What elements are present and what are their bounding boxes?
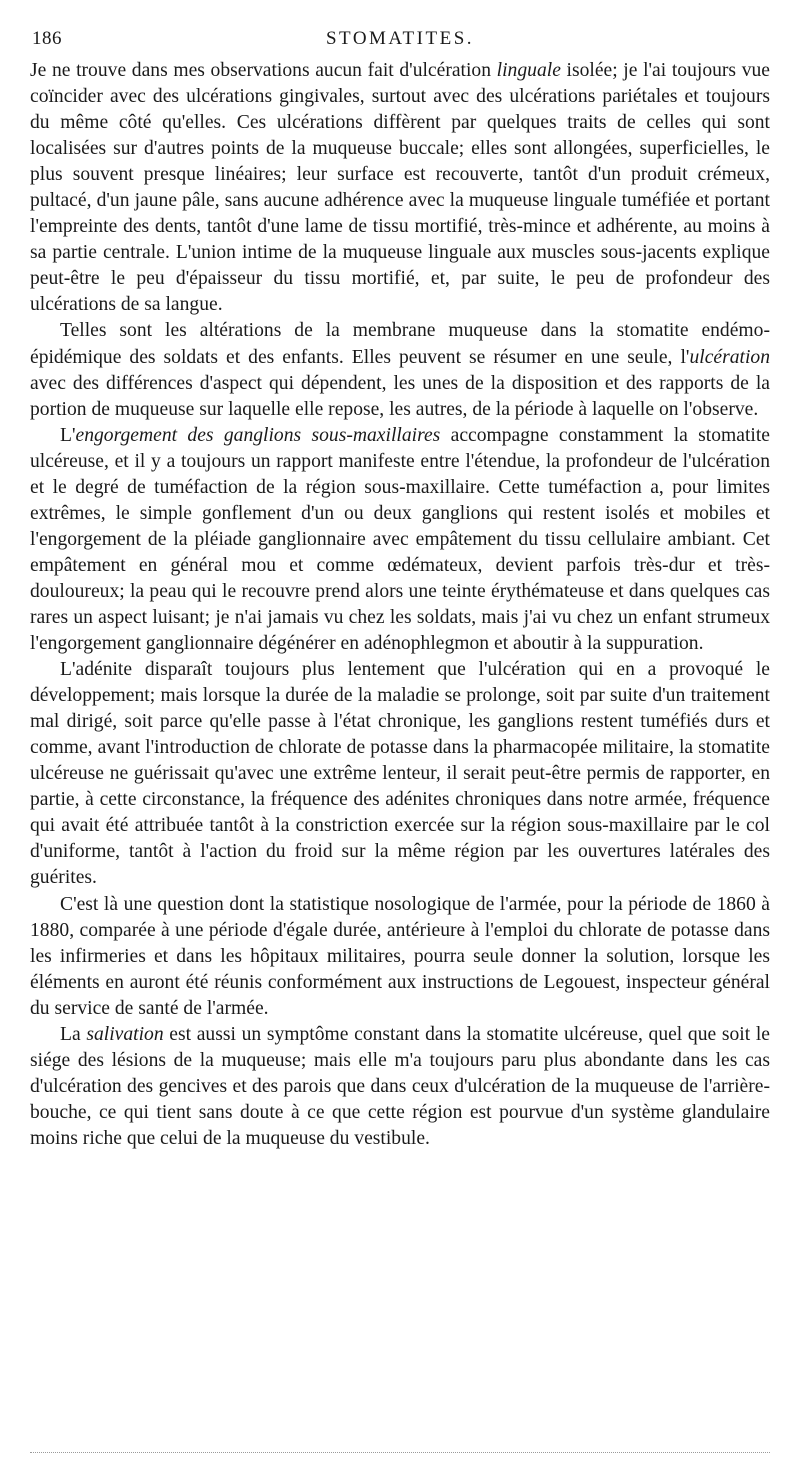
text-segment: est aussi un symptôme constant dans la stomatite ulcéreuse, quel que soit le siége des lésions de la muqueuse; mais elle m'a toujours paru plus abondante dans les cas d'ulcération des gencives et des parois que dans ceux d'ulcération de la muqueuse de l'arrière-bouche, ce qui tient sans doute à ce que cette région est pourvue d'un système glandulaire moins riche que celui de la muqueuse du vestibule. bbox=[30, 1023, 770, 1149]
text-segment: L'adénite disparaît toujours plus lentement que l'ulcération qui en a provoqué le développement; mais lorsque la durée de la maladie se prolonge, soit par suite d'un traitement mal dirigé, soit parce qu'elle passe à l'état chronique, les ganglions restent tuméfiés durs et comme, avant l'introduction de chlorate de potasse dans la pharmacopée militaire, la stomatite ulcéreuse ne guérissait qu'avec une extrême lenteur, il serait peut-être permis de rapporter, en partie, à cette circonstance, la fréquence des adénites chroniques dans notre armée, fréquence qui avait été attribuée tantôt à la constriction exercée sur la région sous-maxillaire par le col d'uniforme, tantôt à l'action du froid sur la même région par les ouvertures latérales des guérites. bbox=[30, 659, 770, 889]
paragraph-adenitis bbox=[30, 657, 770, 891]
italic-term: ulcération bbox=[689, 346, 770, 368]
paragraph-mucosa-alterations bbox=[30, 318, 770, 422]
italic-term: linguale bbox=[496, 60, 561, 81]
paragraph-salivation bbox=[30, 1022, 770, 1152]
paragraph-lingual-ulceration bbox=[30, 58, 770, 318]
text-segment: La bbox=[60, 1023, 87, 1045]
text-segment: Je ne trouve dans mes observations aucun fait d'ulcération bbox=[30, 60, 497, 81]
footer-rule bbox=[30, 1452, 770, 1453]
paragraph-statistics bbox=[30, 892, 770, 1022]
text-segment: avec des différences d'aspect qui dépendent, les unes de la disposition et des rapports de la portion de muqueuse sur laquelle elle repose, les autres, de la période à laquelle on l'observe. bbox=[30, 372, 770, 420]
book-page bbox=[30, 28, 770, 1458]
text-segment: Telles sont les altérations de la membrane muqueuse dans la stomatite endémo-épidémique des soldats et des enfants. Elles peuvent se résumer en une seule, l' bbox=[30, 320, 770, 368]
running-head bbox=[30, 28, 770, 58]
italic-term: salivation bbox=[86, 1023, 164, 1045]
italic-term: engorgement des ganglions sous-maxillaires bbox=[75, 424, 441, 446]
text-segment: isolée; je l'ai toujours vue coïncider avec des ulcérations gingivales, surtout avec des ulcérations pariétales et toujours du même côté qu'elles. Ces ulcérations diffèrent par quelques traits de celles qui sont localisées sur d'autres points de la muqueuse buccale; elles sont allongées, superficielles, le plus souvent presque linéaires; leur surface est recouverte, tantôt d'un produit crémeux, pultacé, d'un jaune pâle, sans aucune adhérence avec la muqueuse linguale tuméfiée et portant l'empreinte des dents, tantôt d'une lame de tissu mortifié, très-mince et adhérente, au moins à sa partie centrale. L'union intime de la muqueuse linguale aux muscles sous-jacents explique peut-être le peu d'épaisseur du tissu mortifié, et, par suite, le peu de profondeur des ulcérations de sa langue. bbox=[30, 60, 770, 316]
page-number: 186 bbox=[32, 28, 62, 49]
running-title: STOMATITES. bbox=[325, 28, 475, 49]
paragraph-ganglion-engorgement bbox=[30, 423, 770, 657]
body-text bbox=[30, 58, 770, 1152]
text-segment: accompagne constamment la stomatite ulcéreuse, et il y a toujours un rapport manifeste entre l'étendue, la profondeur de l'ulcération et le degré de tuméfaction de la région sous-maxillaire. Cette tuméfaction a, pour limites extrêmes, le simple gonflement d'un ou deux ganglions qui restent isolés et mobiles et l'engorgement de la pléiade ganglionnaire avec empâtement du tissu cellulaire ambiant. Cet empâtement en général mou et comme œdémateux, devient parfois très-dur et très-douloureux; la peau qui le recouvre prend alors une teinte érythémateuse et dans quelques cas rares un aspect luisant; je n'ai jamais vu chez les soldats, mais j'ai vu chez un enfant strumeux l'engorgement ganglionnaire dégénérer en adénophlegmon et aboutir à la suppuration. bbox=[30, 424, 770, 655]
text-segment: L' bbox=[60, 424, 76, 446]
text-segment: C'est là une question dont la statistique nosologique de l'armée, pour la période de 1860 à 1880, comparée à une période d'égale durée, antérieure à l'emploi du chlorate de potasse dans les infirmeries et dans les hôpitaux militaires, pourra seule donner la solution, lorsque les éléments en auront été réunis conformément aux instructions de Legouest, inspecteur général du service de santé de l'armée. bbox=[30, 893, 770, 1019]
